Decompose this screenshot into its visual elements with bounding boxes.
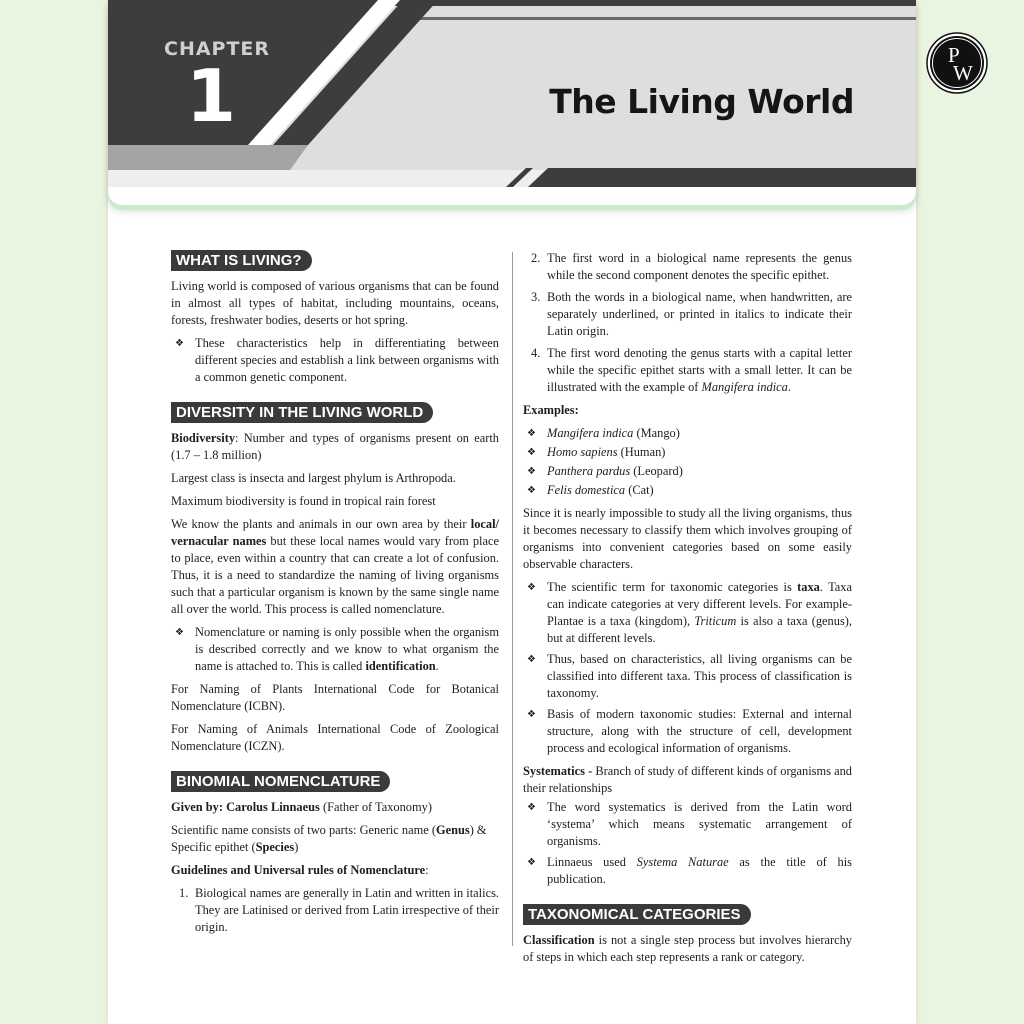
- text-segment: (Father of Taxonomy): [319, 800, 432, 814]
- scientific-name: Homo sapiens: [547, 445, 618, 459]
- paragraph-living-world: Living world is composed of various organisms that can be found in almost all types of habitat, including mountains, oceans, forests, freshwater bodies, deserts or hot spring.: [171, 279, 499, 327]
- chapter-label: CHAPTER: [164, 38, 271, 60]
- common-name: (Cat): [625, 483, 654, 497]
- list-item: [523, 482, 852, 499]
- term-guidelines: Guidelines and Universal rules of Nomenclature: [171, 863, 426, 877]
- list-item: [171, 624, 499, 675]
- paragraph-guidelines: [171, 862, 499, 879]
- text-segment: as the title of his publication.: [547, 855, 852, 886]
- chapter-title: The Living World: [549, 82, 854, 121]
- scientific-name: Felis domestica: [547, 483, 626, 497]
- term-genus: Genus: [435, 823, 470, 837]
- rules-list-left: [171, 885, 499, 936]
- common-name: (Mango): [633, 426, 680, 440]
- chapter-number: 1: [186, 54, 237, 138]
- list-number: 1.: [179, 886, 189, 900]
- list-item: [523, 425, 852, 442]
- heading-taxonomical: TAXONOMICAL CATEGORIES: [523, 904, 751, 925]
- text-segment: is also a taxa (genus), but at different levels.: [547, 614, 852, 645]
- systematics-list: [523, 799, 852, 888]
- list-item: [523, 579, 852, 647]
- list-item: [523, 444, 852, 461]
- term-species: Species: [255, 840, 295, 854]
- text-segment: .: [787, 380, 791, 394]
- text-segment: ) & Specific epithet (: [171, 823, 487, 854]
- heading-binomial: BINOMIAL NOMENCLATURE: [171, 771, 390, 792]
- list-nomenclature: [171, 624, 499, 675]
- list-item: [523, 289, 852, 340]
- paragraph-systematics: [523, 763, 852, 797]
- rule-text: The first word in a biological name represents the genus while the second component denotes the specific epithet.: [547, 251, 852, 282]
- rule-text: The first word denoting the genus starts with a capital letter while the specific epithet starts with a small letter. It can be illustrated with the example of: [547, 346, 852, 394]
- text-segment: ): [294, 840, 299, 854]
- left-column: [171, 250, 499, 942]
- list-item: ❖ The word systematics is derived from the Latin word ‘systema’ which means systematic arrangement of organisms.: [523, 799, 852, 850]
- biodiversity-definition: : Number and types of organisms present on earth (1.7 – 1.8 million): [171, 431, 499, 462]
- list-living: [171, 335, 499, 386]
- list-item: [523, 854, 852, 888]
- list-item: [523, 463, 852, 480]
- logo-letter-p: P: [948, 43, 960, 67]
- list-item: [523, 345, 852, 396]
- list-number: 2.: [531, 251, 541, 265]
- text-segment: Branch of study of different kinds of organisms and their relationships: [523, 764, 852, 795]
- term-identification: identification: [365, 659, 436, 673]
- list-item: ❖ Basis of modern taxonomic studies: External and internal structure, along with the structure of cell, development process and ecological information of organisms.: [523, 706, 852, 757]
- list-item: ❖ Thus, based on characteristics, all living organisms can be classified into different taxa. This process of classification is taxonomy.: [523, 651, 852, 702]
- paragraph-icbn: For Naming of Plants International Code for Botanical Nomenclature (ICBN).: [171, 682, 499, 713]
- common-name: (Human): [617, 445, 666, 459]
- text-segment: . Taxa can indicate categories at very different levels. For example- Plantae is a taxa (kingdom),: [547, 580, 852, 628]
- paragraph-biodiversity: [171, 430, 499, 464]
- heading-diversity: DIVERSITY IN THE LIVING WORLD: [171, 402, 433, 423]
- paragraph-iczn: For Naming of Animals International Code of Zoological Nomenclature (ICZN).: [171, 722, 499, 753]
- text-segment: The scientific term for taxonomic categories is: [547, 580, 798, 594]
- scientific-name: Mangifera indica: [547, 426, 634, 440]
- taxa-list: [523, 579, 852, 757]
- paragraph-scientific-name: [171, 822, 499, 856]
- rules-list-right: [523, 250, 852, 396]
- chapter-banner: [108, 0, 916, 205]
- italic-term: Systema Naturae: [636, 855, 729, 869]
- list-item: ❖ These characteristics help in differentiating between different species and establish a link between organisms with a common genetic component.: [171, 335, 499, 386]
- heading-what-is-living: WHAT IS LIVING?: [171, 250, 312, 271]
- term-local-names: local/ vernacular names: [171, 517, 499, 548]
- scientific-name: Panthera pardus: [547, 464, 631, 478]
- text-segment: .: [435, 659, 439, 673]
- term-systematics: Systematics -: [523, 764, 593, 778]
- paragraph-max-biodiversity: Maximum biodiversity is found in tropical rain forest: [171, 494, 436, 508]
- term-taxa: taxa: [797, 580, 820, 594]
- logo-letter-w: W: [953, 61, 973, 85]
- list-number: 3.: [531, 290, 541, 304]
- text-segment: is not a single step process but involves hierarchy of steps in which each step represents a rank or category.: [523, 933, 852, 964]
- italic-term: Mangifera indica: [701, 380, 788, 394]
- list-item: [171, 885, 499, 936]
- paragraph-largest-class: Largest class is insecta and largest phylum is Arthropoda.: [171, 471, 456, 485]
- list-number: 4.: [531, 346, 541, 360]
- text-segment: We know the plants and animals in our own area by their: [171, 517, 471, 531]
- text-segment: Nomenclature or naming is only possible when the organism is described correctly and we know to what organism the name is attached to. This is called: [195, 625, 499, 673]
- common-name: (Leopard): [630, 464, 683, 478]
- paragraph-local-names: [171, 516, 499, 618]
- text-segment: :: [425, 863, 429, 877]
- text-segment: Scientific name consists of two parts: Generic name (: [171, 823, 436, 837]
- paragraph-classification: [523, 932, 852, 966]
- term-given-by: Given by: Carolus Linnaeus: [171, 800, 320, 814]
- term-biodiversity: Biodiversity: [171, 431, 236, 445]
- rule-text: Both the words in a biological name, when handwritten, are separately underlined, or printed in italics to indicate their Latin origin.: [547, 290, 852, 338]
- examples-label: Examples:: [523, 403, 579, 417]
- list-item: [523, 250, 852, 284]
- paragraph-classify: Since it is nearly impossible to study all the living organisms, thus it becomes necessary to classify them which involves grouping of organisms into convenient categories based on some easily observable characters.: [523, 506, 852, 571]
- term-classification: Classification: [523, 933, 595, 947]
- text-segment: Linnaeus used: [547, 855, 637, 869]
- paragraph-given-by: [171, 799, 499, 816]
- right-column: [523, 250, 852, 972]
- text-segment: but these local names would vary from place to place, even within a country that can create a lot of confusion. Thus, it is a need to standardize the naming of living organisms such that a particular organism is known by the same single name all over the world. This process is called nomenclature.: [171, 534, 499, 616]
- examples-list: [523, 425, 852, 499]
- column-divider: [512, 252, 513, 946]
- pw-logo: [926, 32, 988, 94]
- rule-text: Biological names are generally in Latin and written in italics. They are Latinised or derived from Latin irrespective of their origin.: [195, 886, 499, 934]
- italic-term: Triticum: [694, 614, 737, 628]
